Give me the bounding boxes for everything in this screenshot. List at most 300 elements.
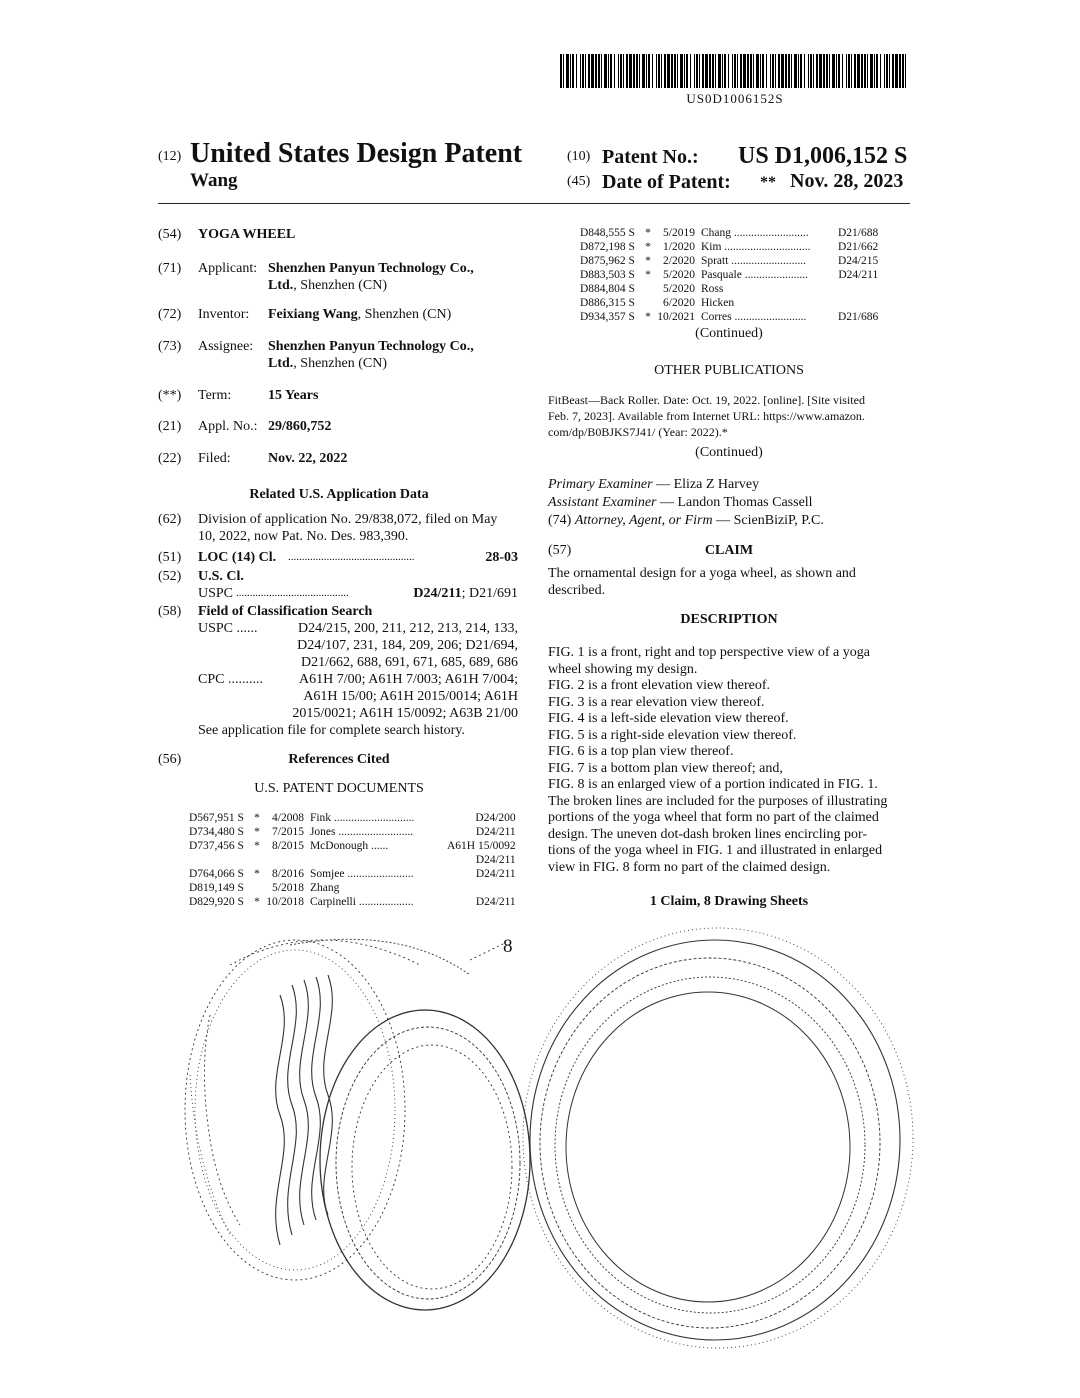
barcode-bar — [728, 54, 729, 88]
ref-star: * — [254, 868, 260, 880]
ref-star: * — [254, 812, 260, 824]
search-history-note: See application file for complete search history. — [198, 723, 465, 738]
field-22 — [158, 450, 528, 467]
barcode-bar — [601, 54, 602, 88]
ref-number: D848,555 S — [580, 227, 635, 239]
ref-name: McDonough ...... — [309, 840, 389, 852]
uspc-search-label: USPC ...... — [198, 621, 258, 636]
barcode-bar — [732, 54, 733, 88]
ref-date: 5/2020 — [663, 283, 695, 295]
claim-heading — [548, 542, 910, 559]
description-body — [548, 645, 887, 876]
publication-line-1: FitBeast—Back Roller. Date: Oct. 19, 2022. [online]. [Site visited — [548, 393, 865, 407]
reference-row — [580, 226, 878, 240]
patent-number: US D1,006,152 S — [738, 143, 908, 169]
barcode-bar — [646, 54, 647, 88]
yoga-wheel-drawing — [170, 925, 920, 1355]
barcode-bar — [884, 54, 885, 88]
field-56 — [158, 751, 520, 768]
code: (22) — [158, 451, 182, 466]
barcode-bar — [677, 54, 678, 88]
inventor-location: , Shenzhen (CN) — [357, 307, 452, 322]
reference-row — [189, 853, 516, 867]
ref-star: * — [645, 269, 651, 281]
ref-date: 1/2020 — [663, 241, 695, 253]
barcode-bar — [791, 54, 792, 88]
description-line: FIG. 2 is a front elevation view thereof. — [548, 678, 770, 693]
barcode-bar — [747, 54, 749, 88]
code-45: (45) — [567, 174, 591, 189]
ref-name: Pasquale ...................... — [700, 269, 808, 281]
barcode-bar — [595, 54, 597, 88]
primary-examiner — [548, 476, 759, 493]
ref-name: Ross — [700, 283, 724, 295]
ref-date — [264, 853, 310, 867]
barcode-bar — [560, 54, 562, 88]
leader-dots: .............................................. — [288, 551, 415, 563]
barcode-bar — [724, 54, 726, 88]
barcode-bar — [874, 54, 875, 88]
ref-name: Carpinelli ................... — [309, 896, 414, 908]
applicant-location: , Shenzhen (CN) — [293, 278, 387, 293]
reference-row — [189, 811, 516, 825]
assignee-line-1: Shenzhen Panyun Technology Co., — [268, 339, 474, 354]
us-patent-documents-title: U.S. PATENT DOCUMENTS — [254, 781, 424, 796]
ref-name: Somjee ....................... — [309, 868, 414, 880]
barcode-bar — [804, 54, 805, 88]
barcode-bar — [892, 54, 894, 88]
field-62 — [158, 511, 528, 544]
ref-star: * — [645, 311, 651, 323]
description-line: design. The uneven dot-dash broken lines encircling por- — [548, 826, 868, 842]
barcode-bar — [842, 54, 843, 88]
label: Field of Classification Search — [198, 604, 373, 619]
barcode-bar — [694, 54, 695, 88]
date-of-patent-label: Date of Patent: — [602, 171, 731, 193]
barcode-bar — [588, 54, 590, 88]
barcode-bar — [642, 54, 645, 88]
field-58 — [158, 603, 520, 738]
uspc-secondary: ; D21/691 — [461, 586, 518, 601]
reference-row — [580, 240, 878, 254]
label: Filed: — [198, 451, 231, 466]
references-continued: (Continued) — [695, 326, 763, 341]
ref-name: Jones .......................... — [309, 826, 414, 838]
primary-examiner-name: — Eliza Z Harvey — [652, 477, 760, 492]
barcode-bar — [836, 54, 837, 88]
patent-number-label: Patent No.: — [602, 146, 699, 168]
barcode-bar — [658, 54, 660, 88]
ref-star — [250, 881, 264, 895]
barcode-bar — [889, 54, 890, 88]
ref-class — [836, 296, 878, 310]
ref-number: D884,804 S — [580, 283, 635, 295]
ref-date: 8/2015 — [272, 840, 304, 852]
attorney — [548, 512, 824, 529]
callout-8: 8 — [503, 936, 513, 957]
ref-star: * — [254, 896, 260, 908]
ref-date: 5/2018 — [272, 882, 304, 894]
barcode-bar — [690, 54, 691, 88]
ref-class: D24/211 — [475, 896, 516, 908]
code: (72) — [158, 307, 182, 322]
reference-row — [189, 825, 516, 839]
barcode — [560, 54, 910, 88]
ref-number — [189, 853, 250, 867]
code: (21) — [158, 419, 182, 434]
barcode-bar — [905, 54, 906, 88]
right-references-table — [580, 226, 878, 324]
barcode-bar — [610, 54, 612, 88]
field-52 — [158, 568, 520, 601]
reference-row — [580, 268, 878, 282]
ref-star: * — [645, 227, 651, 239]
code: (74) — [548, 513, 572, 528]
reference-row — [580, 254, 878, 268]
ref-date: 6/2020 — [663, 297, 695, 309]
code: (62) — [158, 512, 182, 527]
primary-examiner-label: Primary Examiner — [548, 477, 653, 492]
ref-date: 8/2016 — [272, 868, 304, 880]
uspc-label: USPC — [198, 586, 234, 601]
ref-number: D829,920 S — [189, 896, 244, 908]
description-line: wheel showing my design. — [548, 661, 698, 677]
barcode-bar — [614, 54, 615, 88]
barcode-bar — [636, 54, 638, 88]
applicant-line-1: Shenzhen Panyun Technology Co., — [268, 261, 474, 276]
reference-row — [189, 881, 516, 895]
title-yoga-wheel: YOGA WHEEL — [198, 227, 296, 242]
ref-class: D24/211 — [475, 826, 516, 838]
barcode-bar — [686, 54, 688, 88]
ref-name: Corres ......................... — [700, 311, 807, 323]
ref-star — [641, 296, 655, 310]
description-line: FIG. 8 is an enlarged view of a portion indicated in FIG. 1. — [548, 777, 878, 792]
barcode-bar — [639, 54, 640, 88]
barcode-bar — [740, 54, 742, 88]
label: Assignee: — [198, 339, 254, 354]
reference-row — [189, 895, 516, 909]
barcode-bar — [857, 54, 860, 88]
barcode-bar — [750, 54, 752, 88]
code: (54) — [158, 227, 182, 242]
uspc-primary: D24/211 — [413, 586, 462, 601]
ref-star — [250, 853, 264, 867]
ref-number: D934,357 S — [580, 311, 635, 323]
label: LOC (14) Cl. — [198, 550, 277, 565]
uspc-search-line-3: D21/662, 688, 691, 671, 685, 689, 686 — [301, 655, 518, 670]
barcode-bar — [563, 54, 564, 88]
left-references-table — [189, 811, 516, 909]
barcode-number: US0D1006152S — [686, 91, 784, 106]
barcode-bar — [762, 54, 764, 88]
barcode-bar — [788, 54, 790, 88]
code: (51) — [158, 550, 182, 565]
description-line: portions of the yoga wheel that form no part of the claimed — [548, 810, 879, 825]
attorney-label: Attorney, Agent, or Firm — [574, 513, 713, 528]
applicant-ltd: Ltd. — [268, 278, 294, 293]
field-73 — [158, 338, 528, 371]
barcode-bar — [591, 54, 594, 88]
publication-line-3: com/dp/B0BJKS7J41/ (Year: 2022).* — [548, 425, 728, 439]
ref-class: D24/211 — [475, 854, 516, 866]
ref-number: D886,315 S — [580, 297, 635, 309]
assistant-examiner — [548, 494, 813, 511]
barcode-bar — [743, 54, 746, 88]
barcode-bar — [652, 54, 653, 88]
assignee-ltd: Ltd. — [268, 356, 294, 371]
barcode-bar — [823, 54, 825, 88]
barcode-bar — [766, 54, 767, 88]
assignee-location: , Shenzhen (CN) — [293, 356, 387, 371]
barcode-bar — [709, 54, 711, 88]
ref-class — [836, 282, 878, 296]
barcode-bar — [623, 54, 624, 88]
date-star: ** — [760, 174, 776, 191]
barcode-bar — [794, 54, 797, 88]
left-wheel-perspective — [185, 939, 530, 1310]
ref-star: * — [645, 255, 651, 267]
barcode-bar — [876, 54, 878, 88]
barcode-bar — [620, 54, 622, 88]
uspc-search-line-1: D24/215, 200, 211, 212, 213, 214, 133, — [298, 621, 518, 636]
barcode-bar — [576, 54, 577, 88]
ref-name — [310, 853, 445, 867]
field-51 — [158, 549, 520, 566]
ref-name: Zhang — [309, 882, 340, 894]
ref-class: D21/662 — [837, 241, 879, 253]
other-publication — [548, 392, 865, 440]
barcode-bar — [734, 54, 736, 88]
description-line: The broken lines are included for the purposes of illustrating — [548, 793, 888, 809]
header-rule — [158, 203, 910, 204]
barcode-bar — [702, 54, 704, 88]
reference-row — [580, 296, 878, 310]
barcode-bar — [886, 54, 888, 88]
barcode-bar — [775, 54, 776, 88]
ref-date: 10/2018 — [266, 896, 304, 908]
code: (52) — [158, 569, 182, 584]
barcode-bar — [810, 54, 812, 88]
barcode-bar — [572, 54, 574, 88]
ref-class: D24/200 — [475, 812, 516, 824]
ref-name: Fink ............................ — [309, 812, 415, 824]
right-wheel-elevation — [523, 928, 913, 1348]
ref-star: * — [254, 826, 260, 838]
description-title: DESCRIPTION — [680, 612, 778, 627]
reference-row — [580, 310, 878, 324]
barcode-bar — [737, 54, 738, 88]
barcode-bar — [585, 54, 586, 88]
ref-class: D21/688 — [837, 227, 879, 239]
ref-class: A61H 15/0092 — [446, 840, 516, 852]
barcode-bar — [664, 54, 666, 88]
division-line-1: Division of application No. 29/838,072, filed on May — [198, 512, 498, 527]
barcode-bar — [778, 54, 780, 88]
ref-number: D737,456 S — [189, 840, 244, 852]
barcode-bar — [684, 54, 685, 88]
barcode-bar — [846, 54, 847, 88]
ref-number: D764,066 S — [189, 868, 244, 880]
inventor-name: Feixiang Wang — [268, 307, 358, 322]
barcode-bar — [626, 54, 628, 88]
barcode-bar — [808, 54, 809, 88]
barcode-bar — [895, 54, 898, 88]
filed-date: Nov. 22, 2022 — [268, 451, 348, 466]
claims-sheets-count: 1 Claim, 8 Drawing Sheets — [649, 894, 809, 909]
ref-date: 2/2020 — [663, 255, 695, 267]
description-line: FIG. 6 is a top plan view thereof. — [548, 744, 734, 759]
reference-row — [189, 867, 516, 881]
barcode-bar — [816, 54, 818, 88]
document-type: United States Design Patent — [190, 138, 523, 169]
barcode-bar — [899, 54, 901, 88]
loc-class: 28-03 — [485, 550, 518, 565]
description-line: FIG. 7 is a bottom plan view thereof; and, — [548, 760, 783, 776]
ref-class: D24/211 — [838, 269, 879, 281]
description-line: view in FIG. 8 form no part of the claimed design. — [548, 859, 831, 875]
ref-number: D567,951 S — [189, 812, 244, 824]
ref-star — [641, 282, 655, 296]
assistant-examiner-label: Assistant Examiner — [548, 495, 657, 510]
claim-text — [548, 565, 856, 599]
barcode-bar — [648, 54, 650, 88]
claim-line-1: The ornamental design for a yoga wheel, as shown and — [548, 566, 856, 581]
ref-star: * — [645, 241, 651, 253]
barcode-bar — [756, 54, 759, 88]
claim-line-2: described. — [548, 583, 606, 598]
ref-number: D875,962 S — [580, 255, 635, 267]
ref-name: Hicken — [700, 297, 735, 309]
barcode-bar — [705, 54, 708, 88]
barcode-bar — [633, 54, 635, 88]
barcode-bar — [813, 54, 814, 88]
ref-number: D819,149 S — [189, 882, 244, 894]
barcode-bar — [671, 54, 673, 88]
description-line: FIG. 3 is a rear elevation view thereof. — [548, 694, 765, 710]
barcode-bar — [798, 54, 799, 88]
barcode-bar — [608, 54, 609, 88]
cpc-search-line-1: A61H 7/00; A61H 7/003; A61H 7/004; — [299, 672, 518, 687]
barcode-bar — [604, 54, 607, 88]
term-value: 15 Years — [268, 388, 319, 403]
code: (**) — [158, 388, 182, 403]
field-54 — [158, 226, 296, 243]
ref-class — [445, 881, 516, 895]
code-10: (10) — [567, 149, 591, 164]
code: (71) — [158, 261, 182, 276]
description-line: tions of the yoga wheel in FIG. 1 and illustrated in enlarged — [548, 843, 883, 858]
division-line-2: 10, 2022, now Pat. No. Des. 983,390. — [198, 529, 409, 544]
attorney-name: — ScienBiziP, P.C. — [712, 513, 824, 528]
barcode-bar — [718, 54, 721, 88]
barcode-bar — [854, 54, 856, 88]
barcode-bar — [656, 54, 657, 88]
barcode-bar — [667, 54, 670, 88]
application-number: 29/860,752 — [268, 419, 332, 434]
barcode-bar — [781, 54, 784, 88]
barcode-bar — [715, 54, 716, 88]
date-of-patent: Nov. 28, 2023 — [790, 170, 904, 192]
ref-date: 5/2020 — [663, 269, 695, 281]
publication-line-2: Feb. 7, 2023]. Available from Internet URL: https://www.amazon. — [548, 409, 865, 423]
ref-name: Spratt .......................... — [700, 255, 807, 267]
leader-dots: ......................................... — [236, 587, 349, 599]
barcode-bar — [753, 54, 754, 88]
description-line: FIG. 4 is a left-side elevation view thereof. — [548, 711, 789, 726]
barcode-bar — [629, 54, 632, 88]
barcode-bar — [829, 54, 830, 88]
cpc-search-line-2: A61H 15/00; A61H 2015/0014; A61H — [303, 689, 518, 704]
code: (57) — [548, 543, 572, 558]
label: Applicant: — [198, 261, 258, 276]
barcode-bar — [864, 54, 866, 88]
barcode-bar — [770, 54, 771, 88]
code: (56) — [158, 752, 182, 767]
barcode-bar — [699, 54, 700, 88]
references-cited-title: References Cited — [288, 752, 390, 767]
label: Term: — [198, 388, 232, 403]
description-line: FIG. 1 is a front, right and top perspective view of a yoga — [548, 645, 870, 660]
field-71 — [158, 260, 528, 293]
barcode-bar — [618, 54, 619, 88]
barcode-bar — [800, 54, 802, 88]
publications-continued: (Continued) — [695, 445, 763, 460]
barcode-bar — [880, 54, 881, 88]
barcode-bar — [785, 54, 787, 88]
reference-row — [189, 839, 516, 853]
barcode-bar — [570, 54, 571, 88]
ref-number: D872,198 S — [580, 241, 635, 253]
barcode-bar — [722, 54, 723, 88]
ref-star: * — [254, 840, 260, 852]
barcode-bar — [848, 54, 850, 88]
reference-row — [580, 282, 878, 296]
ref-number: D734,480 S — [189, 826, 244, 838]
uspc-search-line-2: D24/107, 231, 184, 209, 206; D21/694, — [297, 638, 518, 653]
barcode-bar — [674, 54, 676, 88]
barcode-bar — [760, 54, 761, 88]
barcode-bar — [826, 54, 828, 88]
barcode-bar — [851, 54, 852, 88]
ref-date: 4/2008 — [272, 812, 304, 824]
barcode-bar — [580, 54, 581, 88]
barcode-bar — [772, 54, 774, 88]
claim-title: CLAIM — [704, 543, 754, 558]
barcode-bar — [696, 54, 698, 88]
field-21 — [158, 418, 528, 435]
barcode-bar — [680, 54, 683, 88]
code: (73) — [158, 339, 182, 354]
label: U.S. Cl. — [198, 569, 244, 584]
field-term — [158, 387, 528, 404]
barcode-bar — [867, 54, 868, 88]
barcode-bar — [582, 54, 584, 88]
other-publications-title: OTHER PUBLICATIONS — [654, 363, 804, 378]
inventor-surname: Wang — [190, 170, 238, 191]
related-data-title: Related U.S. Application Data — [249, 487, 429, 502]
barcode-bar — [566, 54, 569, 88]
cpc-search-line-3: 2015/0021; A61H 15/0092; A63B 21/00 — [292, 706, 518, 721]
description-line: FIG. 5 is a right-side elevation view thereof. — [548, 727, 797, 743]
label: Appl. No.: — [198, 419, 258, 434]
barcode-bar — [712, 54, 714, 88]
barcode-bar — [598, 54, 600, 88]
ref-date: 7/2015 — [272, 826, 304, 838]
label: Inventor: — [198, 307, 250, 322]
barcode-bar — [661, 54, 662, 88]
barcode-bar — [838, 54, 840, 88]
